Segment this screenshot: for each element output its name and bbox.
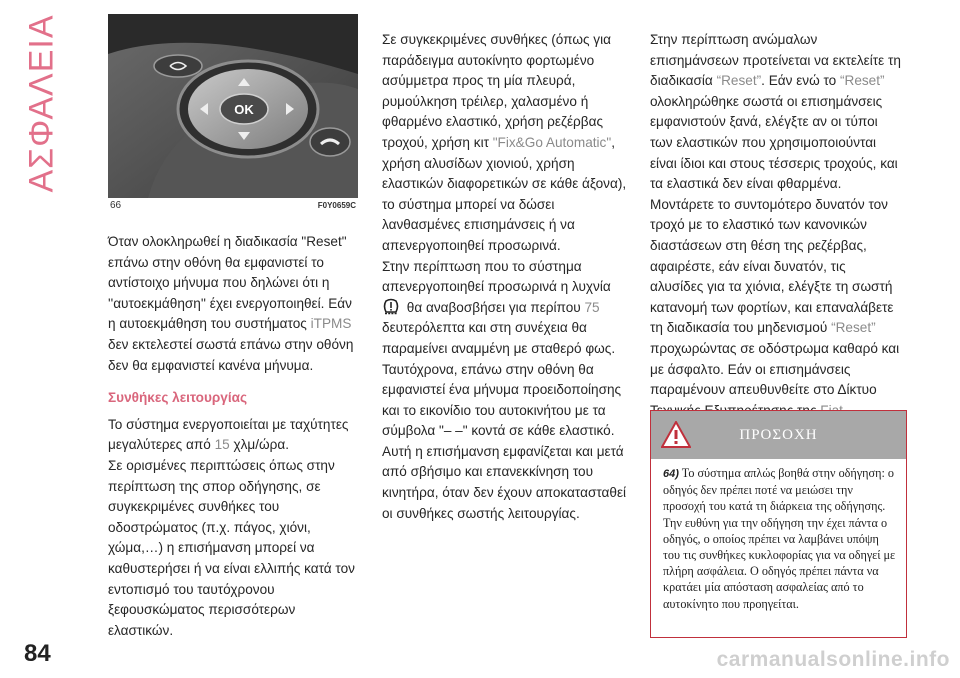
- text-run-gray: "Fix&Go Automatic": [492, 134, 612, 150]
- column-left: [108, 232, 363, 641]
- figure-number: 66: [110, 199, 122, 211]
- text-run: Όταν ολοκληρωθεί η διαδικασία "Reset" επάνω στην οθόνη θα εμφανιστεί το αντίστοιχο μήνυμα που δηλώνει ότι η ''αυτοεκμάθηση'' έχει ενεργοποιηθεί. Εάν η αυτοεκμάθηση του συστήματος: [108, 234, 352, 332]
- watermark: carmanualsonline.info: [716, 648, 950, 671]
- paragraph: [108, 415, 363, 456]
- paragraph: Αυτή η επισήμανση εμφανίζεται και μετά από σβήσιμο και επανεκκίνηση του κινητήρα, όταν δεν έχουν αποκατασταθεί οι συνθήκες σωστής λειτουργίας.: [382, 443, 627, 521]
- steering-controls-illustration: [108, 14, 358, 198]
- text-run-gray: 15: [214, 437, 230, 453]
- warning-triangle-icon: [661, 421, 691, 448]
- page-number: 84: [24, 640, 51, 667]
- figure-code: F0Y0659C: [317, 200, 356, 210]
- text-run-gray: “Reset”: [831, 320, 876, 336]
- text-run: προχωρώντας σε οδόστρωμα καθαρό και με άσφαλτο. Εάν οι επισημάνσεις παραμένουν απευθυνθείτε στο Δίκτυο: [650, 340, 900, 398]
- text-run-gray: iTPMS: [310, 316, 352, 332]
- section-side-tab: [22, 13, 62, 193]
- warning-lamp-icon: [382, 298, 400, 315]
- paragraph: [382, 257, 634, 360]
- ok-button-label: OK: [234, 102, 254, 117]
- text-run: Το σύστημα ενεργοποιείται με ταχύτητες μεγαλύτερες από: [108, 416, 349, 453]
- text-run-gray: “Reset”: [839, 73, 885, 89]
- paragraph: [382, 30, 634, 257]
- paragraph: Ταυτόχρονα, επάνω στην οθόνη θα εμφανιστεί ένα μήνυμα προειδοποίησης και το εικονίδιο του αυτοκινήτου με τα σύμβολα "– –" κοντά σε κάθε ελαστικό.: [382, 361, 622, 439]
- phone-button: [310, 128, 350, 156]
- caution-header: [651, 411, 906, 459]
- caution-title: ΠΡΟΣΟΧΗ: [739, 426, 818, 443]
- caution-box: [650, 410, 907, 638]
- paragraph: Σε ορισμένες περιπτώσεις όπως στην περίπτωση της σπορ οδήγησης, σε συγκεκριμένες συνθήκες του οδοστρώματος (π.χ. πάγος, χιόνι, χώμα,…) η επισήμανση μπορεί να καθυστερήσει ή να είναι ελλιπής κατά τον εντοπισμό του ταυτόχρονου ξεφουσκώματος περισσότερων ελαστικών.: [108, 457, 355, 638]
- paragraph: [650, 30, 902, 421]
- caution-text: [651, 459, 906, 612]
- caution-number: 64): [663, 468, 679, 480]
- text-run: Στην περίπτωση που το σύστημα απενεργοποιηθεί προσωρινά η λυχνία: [382, 258, 611, 295]
- text-run: ολοκληρώθηκε σωστά οι επισημάνσεις εμφανιστούν ξανά, ελέγξτε αν οι τύποι των ελαστικών που χρησιμοποιούνται είναι ίδιοι και στους τέσσερις τροχούς, και τα ελαστικά δεν είναι φθαρμένα. Μοντάρετε το συντομότερο δυνατόν τον τροχό με το ελαστικό των κανονικών διαστάσεων στη θέση της ρεζέρβας, αφαιρέστε, εάν είναι δυνατόν, τις αλυσίδες για τα χιόνια, ελέγξτε τη σωστή κατανομή των φορτίων, και επαναλάβετε τη διαδικασία του μηδενισμού: [650, 93, 898, 336]
- text-run: Στην περίπτωση ανώμαλων επισημάνσεων προτείνεται να εκτελείτε τη διαδικασία: [650, 32, 901, 89]
- voice-button: [154, 55, 202, 77]
- text-run: Σε συγκεκριμένες συνθήκες (όπως για παράδειγμα αυτοκίνητο φορτωμένο ασύμμετρα προς τη μία πλευρά, ρυμούλκηση τρέιλερ, χαλασμένο ή φθαρμένο ελαστικό, χρήση ρεζέρβας τροχού, χρήση κιτ: [382, 32, 611, 150]
- text-run: δεν εκτελεστεί σωστά επάνω στην οθόνη δεν θα εμφανιστεί κανένα μήνυμα.: [108, 336, 354, 373]
- text-run: δευτερόλεπτα και στη συνέχεια θα παραμείνει αναμμένη με σταθερό φως.: [382, 320, 616, 356]
- caution-body-text: Το σύστημα απλώς βοηθά στην οδήγηση: ο οδηγός δεν πρέπει ποτέ να μειώσει την προσοχή του κατά τη διάρκεια της οδήγησης. Την ευθύνη για την οδήγηση την έχει πάντα ο οδηγός, ο οποίος πρέπει να λαμβάνει υπόψη του τις συνθήκες κυκλοφορίας για να οδηγεί με πλήρη ασφάλεια. Ο οδηγός πρέπει πάντα να κρατάει μία απόσταση ασφαλείας από το αυτοκίνητο που προηγείται.: [663, 466, 896, 611]
- section-heading: Συνθήκες λειτουργίας: [108, 390, 248, 406]
- steering-wheel-figure: [108, 14, 358, 212]
- text-run: θα αναβοσβήσει για περίπου: [403, 299, 585, 315]
- column-right: [650, 30, 902, 421]
- column-middle: [382, 30, 634, 524]
- section-label: ΑΣΦΑΛΕΙΑ: [22, 13, 61, 193]
- text-run: χλμ/ώρα.: [229, 437, 290, 453]
- text-run: , χρήση αλυσίδων χιονιού, χρήση ελαστικών διαφορετικών σε κάθε άξονα), το σύστημα μπορεί να δώσει λανθασμένες επισημάνσεις ή να απενεργοποιηθεί προσωρινά.: [382, 134, 627, 253]
- text-run-gray: 75: [584, 299, 600, 315]
- text-run: . Εάν ενώ το: [761, 73, 840, 89]
- paragraph: [108, 232, 363, 376]
- text-run-gray: “Reset”: [716, 73, 762, 89]
